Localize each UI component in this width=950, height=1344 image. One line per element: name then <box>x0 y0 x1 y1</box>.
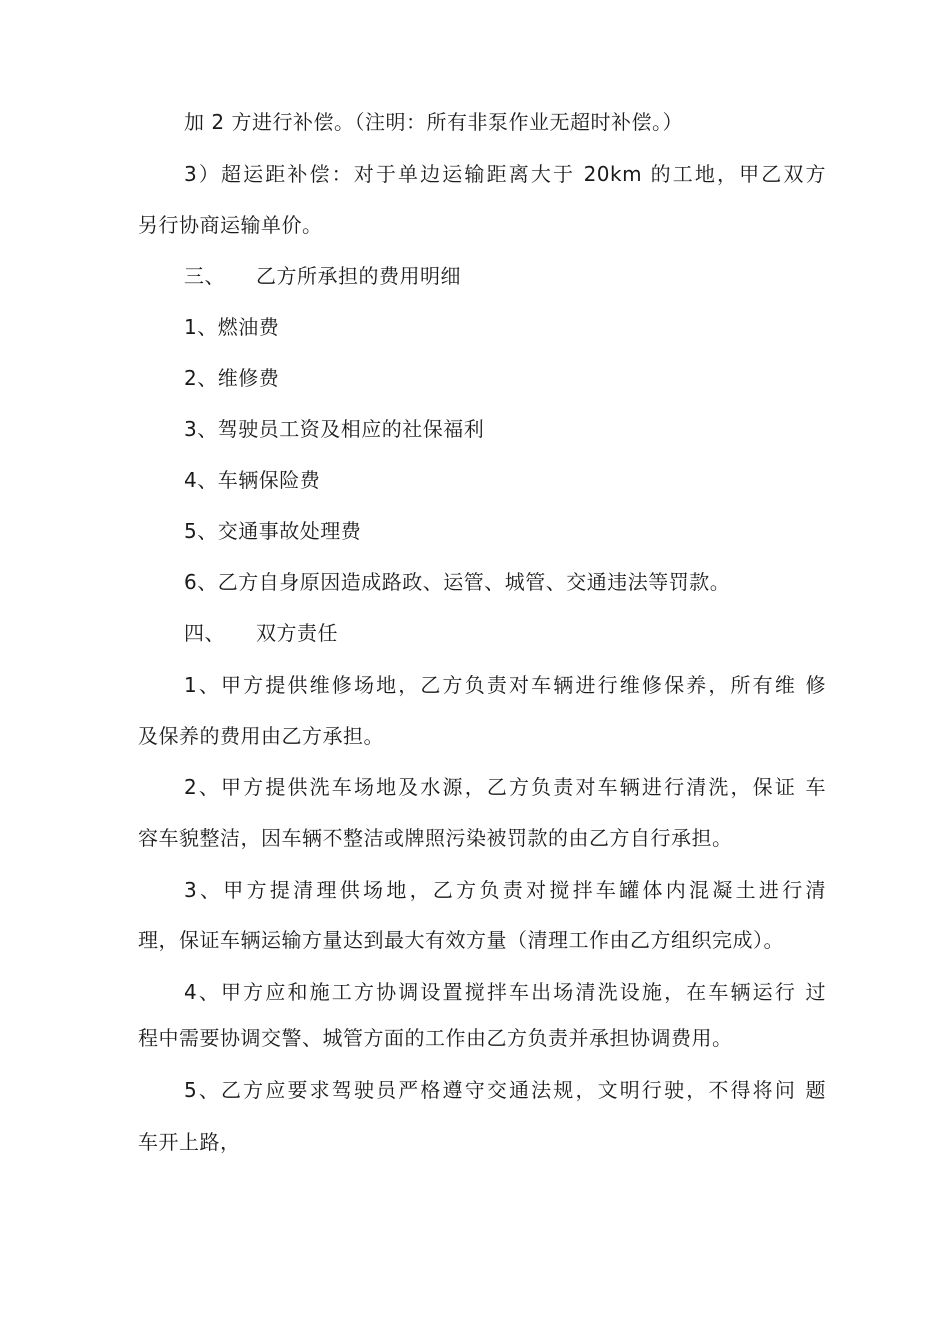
text-line: 3）超运距补偿：对于单边运输距离大于 20km 的工地，甲乙双方 <box>184 162 826 186</box>
text-line: 4、甲方应和施工方协调设置搅拌车出场清洗设施，在车辆运行 过 <box>184 980 826 1004</box>
section-heading: 四、 双方责任 <box>184 621 338 645</box>
text-line: 车开上路， <box>138 1130 241 1154</box>
text-line: 加 2 方进行补偿。（注明：所有非泵作业无超时补偿。） <box>184 110 683 134</box>
text-line: 容车貌整洁，因车辆不整洁或牌照污染被罚款的由乙方自行承担。 <box>138 826 733 850</box>
text-line: 3、甲方提清理供场地，乙方负责对搅拌车罐体内混凝土进行清 <box>184 878 826 902</box>
text-line: 5、乙方应要求驾驶员严格遵守交通法规，文明行驶，不得将问 题 <box>184 1078 826 1102</box>
text-line: 程中需要协调交警、城管方面的工作由乙方负责并承担协调费用。 <box>138 1026 733 1050</box>
text-line: 及保养的费用由乙方承担。 <box>138 724 384 748</box>
list-item: 5、交通事故处理费 <box>184 519 362 543</box>
list-item: 3、驾驶员工资及相应的社保福利 <box>184 417 485 441</box>
list-item: 1、燃油费 <box>184 315 280 339</box>
list-item: 2、维修费 <box>184 366 280 390</box>
text-line: 2、甲方提供洗车场地及水源，乙方负责对车辆进行清洗，保证 车 <box>184 775 826 799</box>
text-line: 1、甲方提供维修场地，乙方负责对车辆进行维修保养，所有维 修 <box>184 673 826 697</box>
list-item: 4、车辆保险费 <box>184 468 321 492</box>
text-line: 理，保证车辆运输方量达到最大有效方量（清理工作由乙方组织完成）。 <box>138 928 784 952</box>
list-item: 6、乙方自身原因造成路政、运管、城管、交通违法等罚款。 <box>184 570 731 594</box>
text-line: 另行协商运输单价。 <box>138 213 323 237</box>
section-heading: 三、 乙方所承担的费用明细 <box>184 264 461 288</box>
